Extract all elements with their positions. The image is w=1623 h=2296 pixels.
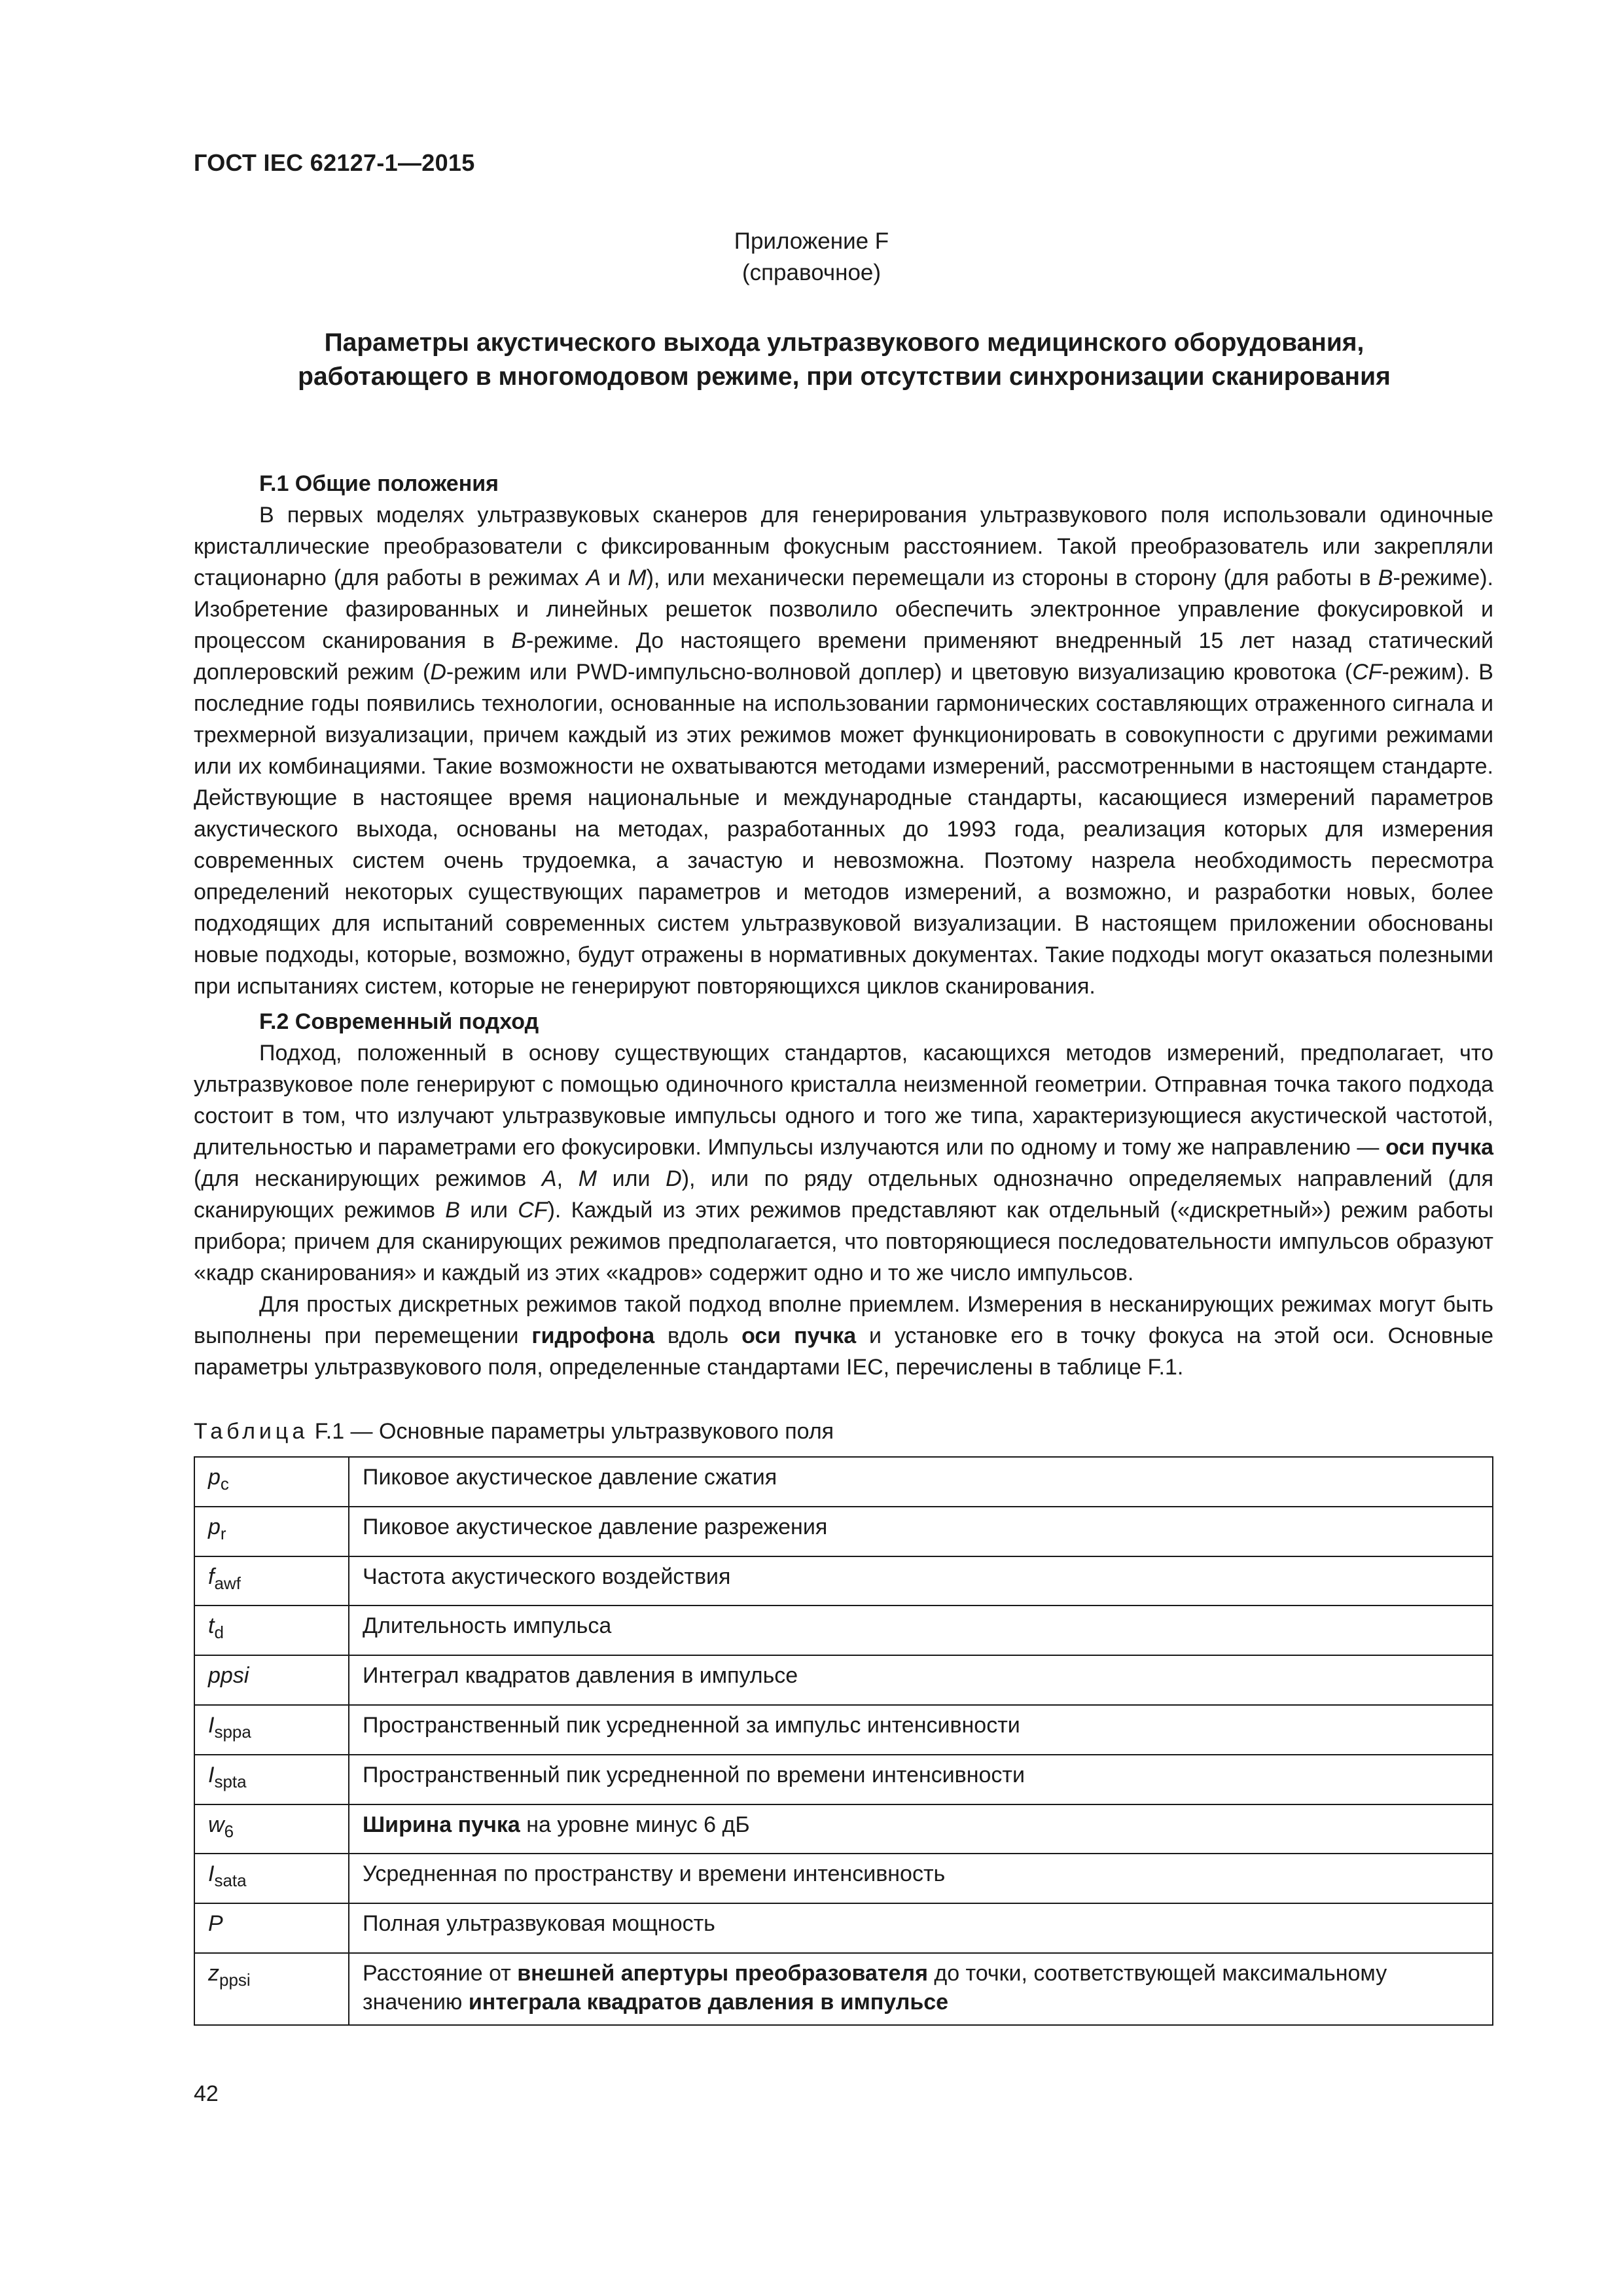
annex-type: (справочное)	[741, 260, 882, 285]
symbol-cell: $z_{ppsi}$	[194, 1953, 349, 2025]
description-cell: Пространственный пик усредненной по времени интенсивности	[349, 1755, 1493, 1804]
description-cell: Ширина пучка на уровне минус 6 дБ	[349, 1804, 1493, 1854]
annex-title-line-2: работающего в многомодовом режиме, при отсутствии синхронизации сканирования	[298, 363, 1391, 391]
section-f2-paragraph-2: Для простых дискретных режимов такой подход вполне приемлем. Измерения в несканирующих режимах могут быть выполнены при перемещении гидрофона вдоль оси пучка и установке его в точку фокуса на этой оси. Основные параметры ультразвукового поля, определенные стандартами IEC, перечислены в таблице F.1.	[194, 1292, 1494, 1380]
table-row	[194, 1903, 1493, 1953]
description-cell: Интеграл квадратов давления в импульсе	[349, 1655, 1493, 1705]
document-header: ГОСТ IEC 62127-1—2015	[194, 149, 475, 176]
symbol-cell: $I_{sppa}$	[194, 1705, 349, 1755]
description-cell: Длительность импульса	[349, 1605, 1493, 1655]
symbol-cell: $f_{awf}$	[194, 1556, 349, 1606]
symbol-cell: $p_r$	[194, 1507, 349, 1556]
main-content	[194, 468, 1493, 2026]
table-row	[194, 1953, 1493, 2025]
annex-label: Приложение F	[734, 228, 889, 254]
symbol-cell: $I_{sata}$	[194, 1854, 349, 1903]
symbol-cell: $p_c$	[194, 1457, 349, 1507]
symbol-cell: $w_6$	[194, 1804, 349, 1854]
symbol-cell: $t_d$	[194, 1605, 349, 1655]
symbol-cell: P	[194, 1903, 349, 1953]
page-number: 42	[194, 2081, 219, 2106]
annex-title-line-1: Параметры акустического выхода ультразвукового медицинского оборудования,	[324, 329, 1364, 357]
table-row	[194, 1457, 1493, 1507]
table-caption: Таблица F.1 — Основные параметры ультразвукового поля	[194, 1419, 834, 1444]
table-row	[194, 1804, 1493, 1854]
table-row	[194, 1854, 1493, 1903]
table-row	[194, 1655, 1493, 1705]
table-row	[194, 1705, 1493, 1755]
annex-title	[196, 326, 1492, 394]
symbol-cell: ppsi	[194, 1655, 349, 1705]
description-cell: Усредненная по пространству и времени интенсивность	[349, 1854, 1493, 1903]
description-cell: Пространственный пик усредненной за импульс интенсивности	[349, 1705, 1493, 1755]
description-cell: Пиковое акустическое давление разрежения	[349, 1507, 1493, 1556]
section-heading-f1: F.1 Общие положения	[259, 471, 499, 496]
table-row	[194, 1605, 1493, 1655]
section-heading-f2: F.2 Современный подход	[259, 1009, 539, 1034]
table-row	[194, 1755, 1493, 1804]
annex-heading	[0, 226, 1623, 289]
description-cell: Расстояние от внешней апертуры преобразователя до точки, соответствующей максимальному значению интеграла квадратов давления в импульсе	[349, 1953, 1493, 2025]
section-f1-paragraph: В первых моделях ультразвуковых сканеров для генерирования ультразвукового поля использовали одиночные кристаллические преобразователи с фиксированным фокусным расстоянием. Такой преобразователь или закрепляли стационарно (для работы в режимах А и М), или механически перемещали из стороны в сторону (для работы в B-режиме). Изобретение фазированных и линейных решеток позволило обеспечить электронное управление фокусировкой и процессом сканирования в B-режиме. До настоящего времени применяют внедренный 15 лет назад статический доплеровский режим (D-режим или PWD-импульсно-волновой доплер) и цветовую визуализацию кровотока (CF-режим). В последние годы появились технологии, основанные на использовании гармонических составляющих отраженного сигнала и трехмерной визуализации, причем каждый из этих режимов может функционировать в совокупности с другими режимами или их комбинациями. Такие возможности не охватываются методами измерений, рассмотренными в настоящем стандарте. Действующие в настоящее время национальные и международные стандарты, касающиеся измерений параметров акустического выхода, основаны на методах, разработанных до 1993 года, реализация которых для измерения современных систем очень трудоемка, а зачастую и невозможна. Поэтому назрела необходимость пересмотра определений некоторых существующих параметров и методов измерений, а возможно, и разработки новых, более подходящих для испытаний современных систем ультразвуковой визуализации. В настоящем приложении обоснованы новые подходы, которые, возможно, будут отражены в нормативных документах. Такие подходы могут оказаться полезными при испытаниях систем, которые не генерируют повторяющихся циклов сканирования.	[194, 503, 1493, 999]
table-row	[194, 1556, 1493, 1606]
parameters-table	[194, 1456, 1493, 2026]
description-cell: Полная ультразвуковая мощность	[349, 1903, 1493, 1953]
description-cell: Пиковое акустическое давление сжатия	[349, 1457, 1493, 1507]
table-row	[194, 1507, 1493, 1556]
section-f2-paragraph-1: Подход, положенный в основу существующих стандартов, касающихся методов измерений, предполагает, что ультразвуковое поле генерируют с помощью одиночного кристалла неизменной геометрии. Отправная точка такого подхода состоит в том, что излучают ультразвуковые импульсы одного и того же типа, характеризующиеся акустической частотой, длительностью и параметрами его фокусировки. Импульсы излучаются или по одному и тому же направлению — оси пучка (для несканирующих режимов А, М или D), или по ряду отдельных однозначно определяемых направлений (для сканирующих режимов B или CF). Каждый из этих режимов представляют как отдельный («дискретный») режим работы прибора; причем для сканирующих режимов предполагается, что повторяющиеся последовательности импульсов образуют «кадр сканирования» и каждый из этих «кадров» содержит одно и то же число импульсов.	[194, 1041, 1493, 1285]
symbol-cell: $I_{spta}$	[194, 1755, 349, 1804]
description-cell: Частота акустического воздействия	[349, 1556, 1493, 1606]
